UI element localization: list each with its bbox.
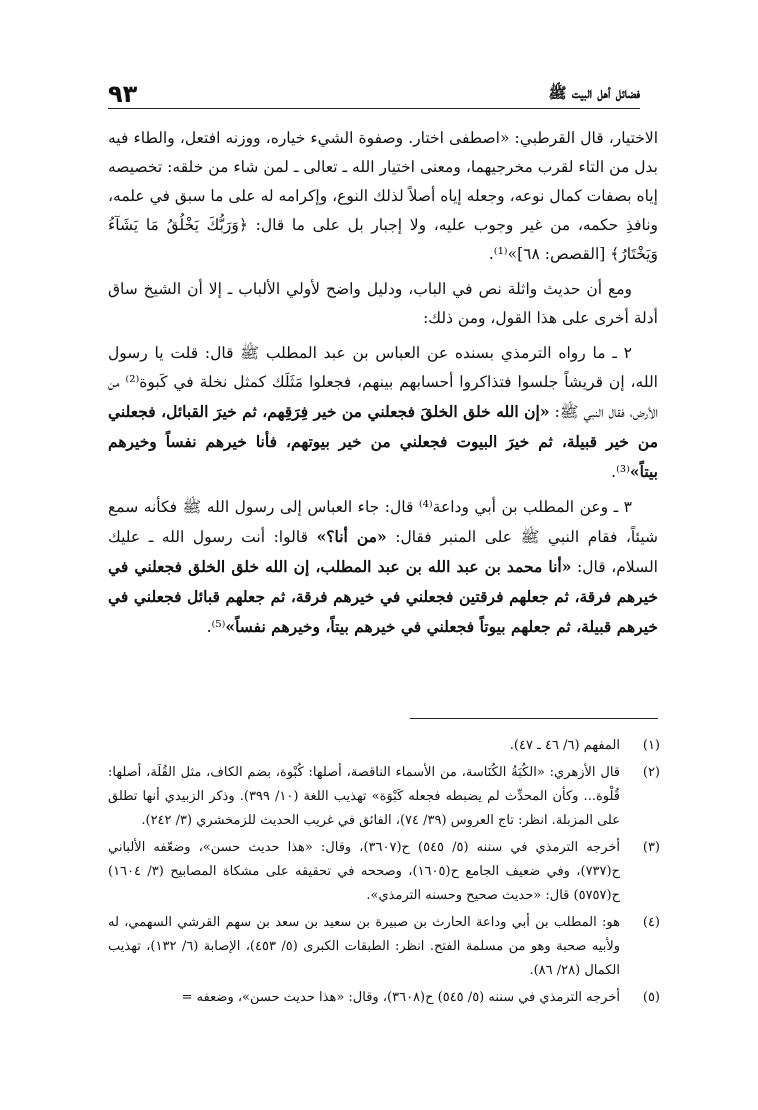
footnote-text: المفهم (٦/ ٤٦ ـ ٤٧). xyxy=(509,738,620,753)
narration-text: قالوا: أنت رسول الله ـ عليك السلام، قال: xyxy=(108,528,658,576)
footnotes xyxy=(108,734,660,1013)
hadith-text-bold: «إن الله خلق الخلقَ فجعلني من خير فِرَقِهم، ثم خيرَ القبائل، فجعلني من خير قبيلة، ثم خيرَ البيوت فجعلني من خير بيوتهم، فأنا خيرهم نفساً وخيرهم بيتاً» xyxy=(108,402,658,481)
footnote-text: أخرجه الترمذي في سننه (٥/ ٥٤٥) ح(٣٦٠٨)، وقال: «هذا حديث حسن»، وضعفه = xyxy=(181,990,620,1005)
paragraph-wathila-hadith: ومع أن حديث واثلة نص في الباب، ودليل واضح لأولي الألباب ـ إلا أن الشيخ ساق أدلة أخرى على هذا القول، ومن ذلك: xyxy=(108,280,658,327)
footnote-divider xyxy=(410,718,658,719)
paragraph-qurtubi-quote: الاختيار، قال القرطبي: «اصطفى اختار. وصفوة الشيء خياره، ووزنه افتعل، والطاء فيه بدل من التاء لقرب مخرجيهما، ومعنى اختيار الله ـ تعالى ـ لمن شاء من خلقه: تخصيصه إياه بصفات كمال نوعه، وجعله إياه أصلاً لذلك النوع، وإكرامه له على ما سبق في علمه، ونافذِ حكمه، من غير وجوب عليه، ولا إجبار بل على ما قال: ﴿وَرَبُّكَ يَخْلُقُ مَا يَشَآءُ وَيَخْتَارُ﴾ [القصص: ٦٨]»⁽¹⁾. xyxy=(108,129,658,263)
footnote-number: (١) xyxy=(642,738,660,753)
footnote-text: قال الأزهري: «الكُبَةُ الكُنَاسة، من الأسماء الناقصة، أصلها: كُبْوة، بضم الكاف، مثل القُلَة، أصلها: قُلْوة... وكأن المحدِّث لم يضبطه فجعله كَبْوَة» تهذيب اللغة (١٠/ ٣٩٩). وذكر الزبيدي أنها تطلق على المزبلة. انظر: تاج العروس (٣٩/ ٧٤)، الفائق في غريب الحديث للزمخشري (٣/ ٢٤٢). xyxy=(108,765,621,828)
narration-text: ٢ ـ ما رواه الترمذي بسنده عن العباس بن عبد المطلب ﷺ قال: قلت يا رسول الله، إن قريشاً جلسوا فتذاكروا أحسابهم بينهم، فجعلوا مَثَلَك كمثل نخلة في كَبوة⁽²⁾ من الأرض، فقال النبي ﷺ: xyxy=(108,344,658,421)
footnote-item xyxy=(108,734,660,758)
footnote-text: هو: المطلب بن أبي وداعة الحارث بن صبيرة بن سعيد بن سعد بن سهم القرشي السهمي، له ولأبيه صحبة وهو من مسلمة الفتح. انظر: الطبقات الكبرى (٥/ ٤٥٣)، الإصابة (٦/ ١٣٢)، تهذيب الكمال (٢٨/ ٨٦). xyxy=(108,915,621,978)
narration-text: ٣ ـ وعن المطلب بن أبي وداعة⁽⁴⁾ قال: جاء العباس إلى رسول الله ﷺ فكأنه سمع شيئاً، فقام النبي ﷺ على المنبر فقال: xyxy=(108,498,658,546)
paragraph-muttalib-narration xyxy=(108,493,658,642)
page-number: ٩٣ xyxy=(108,80,138,108)
footnote-item xyxy=(108,836,660,908)
footnote-text: أخرجه الترمذي في سننه (٥/ ٥٤٥) ح(٣٦٠٧)، وقال: «هذا حديث حسن»، وضعّفه الألباني ح(٧٣٧)، وفي ضعيف الجامع ح(١٦٠٥)، وصححه في تحقيقه على مشكاة المصابيح (٣/ ١٦٠٤) ح(٥٧٥٧) قال: «حديث صحيح وحسنه الترمذي». xyxy=(108,840,621,903)
page-header xyxy=(108,74,640,109)
footnote-item xyxy=(108,986,660,1010)
hadith-question-bold: «من أنا؟» xyxy=(316,527,387,546)
running-title: فضائل أهل البيت ﷺ xyxy=(548,84,640,102)
paragraph-tirmidhi-narration xyxy=(108,339,658,487)
hadith-text-bold: «أنا محمد بن عبد الله بن عبد المطلب، إن الله خلق الخلق فجعلني في خيرهم فرقة، ثم جعلهم فرقتين فجعلني في خيرهم فرقة، ثم جعلهم قبائل فجعلني في خيرهم قبيلة، ثم جعلهم بيوتاً فجعلني في خيرهم بيتاً، وخيرهم نفساً» xyxy=(108,557,658,636)
footnote-ref: ⁽⁵⁾. xyxy=(206,618,226,636)
footnote-number: (٣) xyxy=(642,840,660,855)
footnote-number: (٥) xyxy=(642,990,660,1005)
footnote-item xyxy=(108,761,660,833)
footnote-item xyxy=(108,911,660,983)
footnote-number: (٤) xyxy=(642,915,660,930)
footnote-number: (٢) xyxy=(642,765,660,780)
main-text xyxy=(108,124,658,648)
footnote-ref: ⁽³⁾. xyxy=(611,463,630,481)
